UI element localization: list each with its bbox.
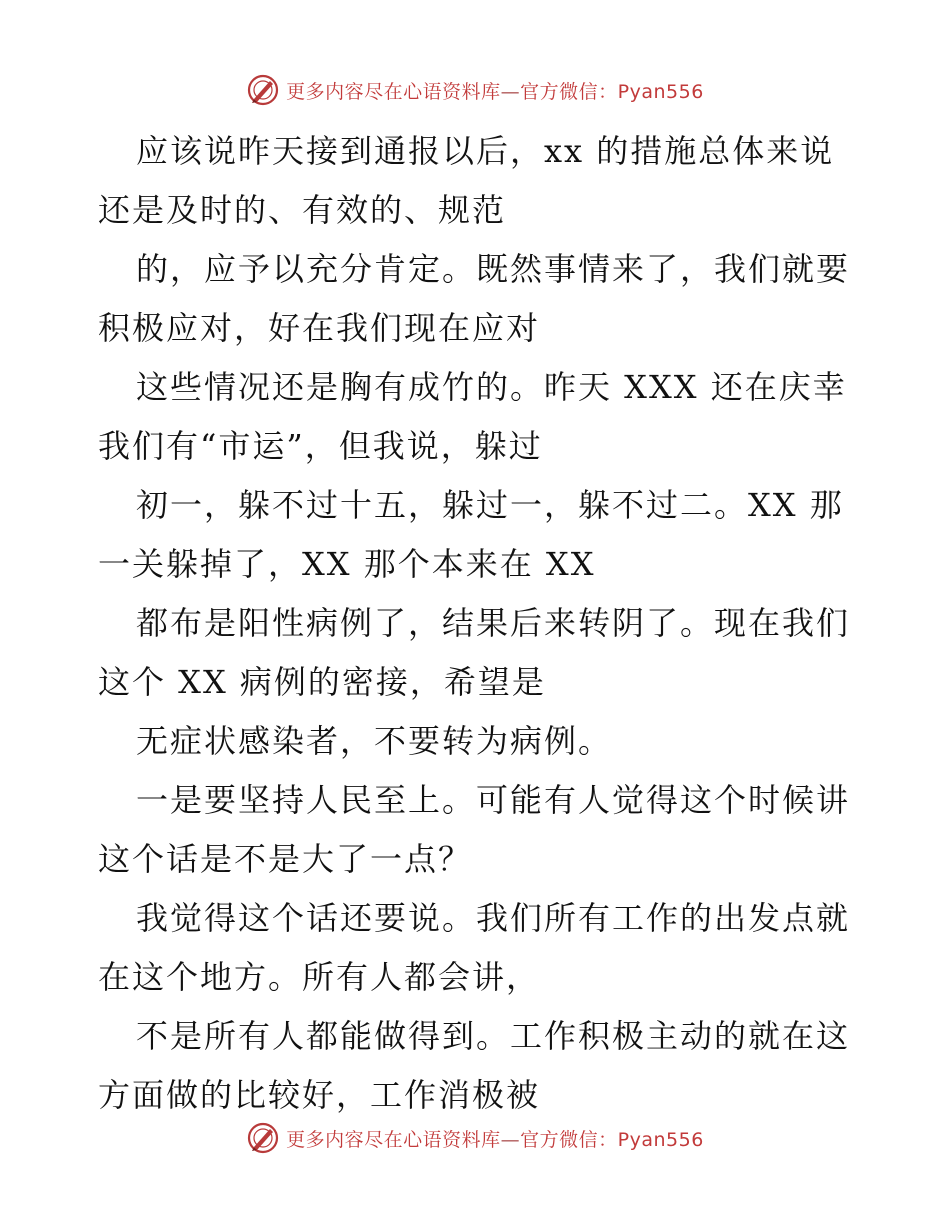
paragraph-line: 这些情况还是胸有成竹的。昨天 XXX 还在庆幸 bbox=[136, 368, 847, 406]
paragraph-line: 一关躲掉了，XX 那个本来在 XX bbox=[98, 545, 596, 583]
paragraph bbox=[98, 476, 858, 594]
header-banner bbox=[0, 70, 950, 110]
footer-banner bbox=[0, 1118, 950, 1158]
paragraph bbox=[98, 771, 858, 889]
paragraph-line: 我们有“市运”，但我说，躲过 bbox=[98, 427, 543, 465]
document-body bbox=[98, 122, 858, 1125]
header-banner-text: 更多内容尽在心语资料库—官方微信：Pyan556 bbox=[286, 80, 704, 103]
paragraph bbox=[98, 712, 858, 771]
paragraph bbox=[98, 594, 858, 712]
pen-logo-icon bbox=[246, 1121, 280, 1155]
paragraph bbox=[98, 122, 858, 240]
paragraph-line: 无症状感染者，不要转为病例。 bbox=[136, 722, 613, 760]
pen-logo-icon bbox=[246, 73, 280, 107]
paragraph bbox=[98, 358, 858, 476]
paragraph-line: 这个 XX 病例的密接，希望是 bbox=[98, 663, 546, 701]
paragraph-line: 我觉得这个话还要说。我们所有工作的出发点就 bbox=[136, 899, 851, 937]
paragraph bbox=[98, 889, 858, 1007]
paragraph-line: 的，应予以充分肯定。既然事情来了，我们就要 bbox=[136, 250, 851, 288]
paragraph-line: 方面做的比较好，工作消极被 bbox=[98, 1076, 541, 1114]
paragraph-line: 一是要坚持人民至上。可能有人觉得这个时候讲 bbox=[136, 781, 851, 819]
paragraph-line: 都布是阳性病例了，结果后来转阴了。现在我们 bbox=[136, 604, 851, 642]
paragraph-line: 积极应对，好在我们现在应对 bbox=[98, 309, 541, 347]
paragraph bbox=[98, 240, 858, 358]
paragraph-line: 在这个地方。所有人都会讲， bbox=[98, 958, 541, 996]
paragraph-line: 还是及时的、有效的、规范 bbox=[98, 191, 507, 229]
paragraph-line: 应该说昨天接到通报以后，xx 的措施总体来说 bbox=[136, 132, 835, 170]
footer-banner-text: 更多内容尽在心语资料库—官方微信：Pyan556 bbox=[286, 1128, 704, 1151]
paragraph bbox=[98, 1007, 858, 1125]
paragraph-line: 这个话是不是大了一点？ bbox=[98, 840, 473, 878]
paragraph-line: 不是所有人都能做得到。工作积极主动的就在这 bbox=[136, 1017, 851, 1055]
paragraph-line: 初一，躲不过十五，躲过一，躲不过二。XX 那 bbox=[136, 486, 844, 524]
